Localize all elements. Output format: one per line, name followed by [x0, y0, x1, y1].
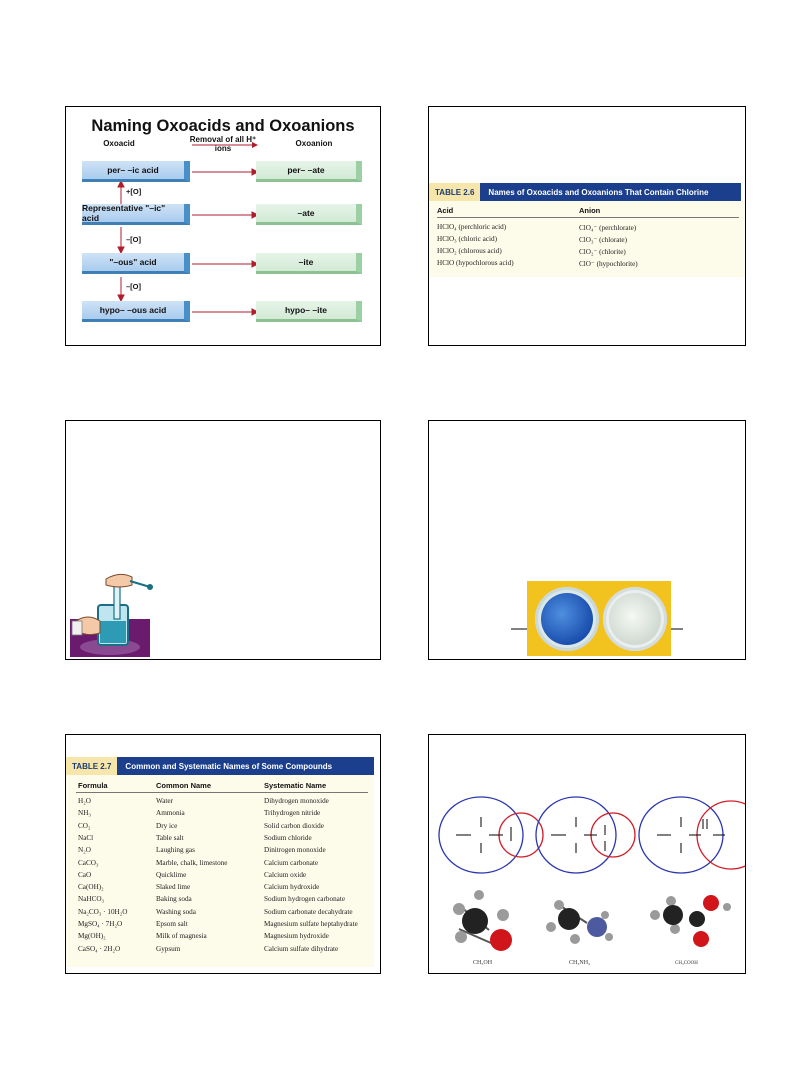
molecule-label-acetic-acid: CH₃COOH [675, 961, 698, 966]
table-cell-systematic: Calcium carbonate [264, 858, 319, 867]
header-rule [437, 217, 739, 218]
table-cell-systematic: Calcium sulfate dihydrate [264, 944, 339, 953]
table-cell-common: Gypsum [156, 944, 181, 953]
column-header-oxoacid: Oxoacid [103, 139, 135, 148]
molecule-diagrams [429, 735, 746, 974]
table-cell-common: Ammonia [156, 809, 185, 818]
column-header-formula: Formula [78, 781, 108, 790]
header-rule [76, 792, 368, 793]
column-header-acid: Acid [437, 206, 454, 215]
slide-title: Naming Oxoacids and Oxoanions [91, 117, 355, 135]
table-cell-acid: HClO₂ (chlorous acid) [437, 247, 502, 255]
column-header-systematic: Systematic Name [264, 781, 327, 790]
table-cell-systematic: Calcium oxide [264, 870, 307, 879]
table-cell-systematic: Sodium carbonate decahydrate [264, 907, 353, 916]
table-tag: TABLE 2.6 [429, 183, 480, 201]
table-cell-formula: MgSO₄ · 7H₂O [78, 920, 123, 928]
table-cell-common: Quicklime [156, 870, 187, 879]
acid-box-ous: "–ous" acid [82, 253, 190, 274]
table-cell-systematic: Calcium hydroxide [264, 883, 320, 892]
table-cell-acid: HClO₃ (chloric acid) [437, 235, 497, 243]
table-cell-common: Table salt [156, 833, 184, 842]
table-cell-systematic: Solid carbon dioxide [264, 821, 324, 830]
table-cell-systematic: Sodium hydrogen carbonate [264, 895, 346, 904]
column-header-common: Common Name [156, 781, 212, 790]
table-cell-anion: ClO₄⁻ (perchlorate) [579, 224, 637, 232]
scientist-clipart-icon [70, 571, 154, 657]
table-cell-acid: HClO₄ (perchloric acid) [437, 223, 507, 231]
table-cell-anion: ClO⁻ (hypochlorite) [579, 260, 638, 268]
table-cell-formula: H₂O [78, 797, 91, 805]
slide-chlorine-table [428, 106, 746, 346]
column-header-removal: Removal of all H⁺ ions [189, 135, 257, 153]
table-cell-common: Milk of magnesia [156, 932, 207, 941]
column-header-anion: Anion [579, 206, 601, 215]
table-cell-formula: N₂O [78, 846, 91, 855]
table-cell-common: Water [156, 797, 173, 805]
table-cell-systematic: Sodium chloride [264, 833, 312, 842]
slide-compounds-table [65, 734, 381, 974]
table-cell-formula: Mg(OH)₂ [78, 932, 106, 941]
molecule-label-methanol: CH₃OH [473, 960, 493, 966]
acid-box-representative: Representative "–ic" acid [82, 204, 190, 225]
crystal-dishes-photo [527, 581, 671, 656]
slide-functional-groups [428, 734, 746, 974]
table-cell-formula: CaO [78, 870, 92, 879]
molecule-label-methylamine: CH₃NH₂ [569, 960, 591, 966]
anion-box-ate: –ate [256, 204, 362, 225]
slide-crystal-photo [428, 420, 746, 660]
slide-scientist-clipart [65, 420, 381, 660]
table-cell-formula: Ca(OH)₂ [78, 883, 104, 892]
table-cell-common: Marble, chalk, limestone [156, 858, 228, 867]
table-cell-anion: ClO₂⁻ (chlorite) [579, 248, 626, 256]
acid-box-hypo: hypo– –ous acid [82, 301, 190, 322]
table-cell-formula: NaCl [78, 833, 94, 842]
table-cell-systematic: Dinitrogen monoxide [264, 846, 326, 855]
anion-box-hypo-ite: hypo– –ite [256, 301, 362, 322]
column-header-oxoanion: Oxoanion [295, 139, 333, 148]
acid-box-per-ic: per– –ic acid [82, 161, 190, 182]
step-remove-oxygen-2: –[O] [126, 282, 141, 291]
table-cell-common: Slaked lime [156, 883, 191, 892]
slide-oxoacid-diagram [65, 106, 381, 346]
table-cell-formula: Na₂CO₃ · 10H₂O [78, 907, 128, 916]
table-cell-common: Epsom salt [156, 920, 188, 928]
table-cell-systematic: Dihydrogen monoxide [264, 797, 329, 805]
table-title-bar [429, 183, 741, 201]
table-cell-common: Washing soda [156, 907, 196, 916]
step-remove-oxygen-1: –[O] [126, 235, 141, 244]
table-cell-acid: HClO (hypochlorous acid) [437, 259, 514, 267]
table-cell-formula: NaHCO₃ [78, 895, 105, 904]
table-cell-common: Laughing gas [156, 846, 195, 855]
table-tag: TABLE 2.7 [66, 757, 117, 775]
step-add-oxygen: +[O] [126, 187, 142, 196]
anion-box-per-ate: per– –ate [256, 161, 362, 182]
table-cell-formula: CaCO₃ [78, 858, 99, 867]
table-cell-common: Baking soda [156, 895, 192, 904]
table-cell-systematic: Magnesium hydroxide [264, 932, 329, 941]
table-title-bar [66, 757, 374, 775]
anion-box-ite: –ite [256, 253, 362, 274]
table-cell-anion: ClO₃⁻ (chlorate) [579, 236, 628, 244]
table-cell-formula: CO₂ [78, 821, 91, 830]
table-cell-formula: CaSO₄ · 2H₂O [78, 944, 121, 953]
table-cell-systematic: Trihydrogen nitride [264, 809, 321, 818]
table-cell-systematic: Magnesium sulfate heptahydrate [264, 920, 358, 928]
table-caption: Common and Systematic Names of Some Compounds [117, 757, 374, 775]
table-cell-formula: NH₃ [78, 809, 91, 818]
table-caption: Names of Oxoacids and Oxoanions That Contain Chlorine [480, 183, 741, 201]
table-cell-common: Dry ice [156, 821, 178, 830]
